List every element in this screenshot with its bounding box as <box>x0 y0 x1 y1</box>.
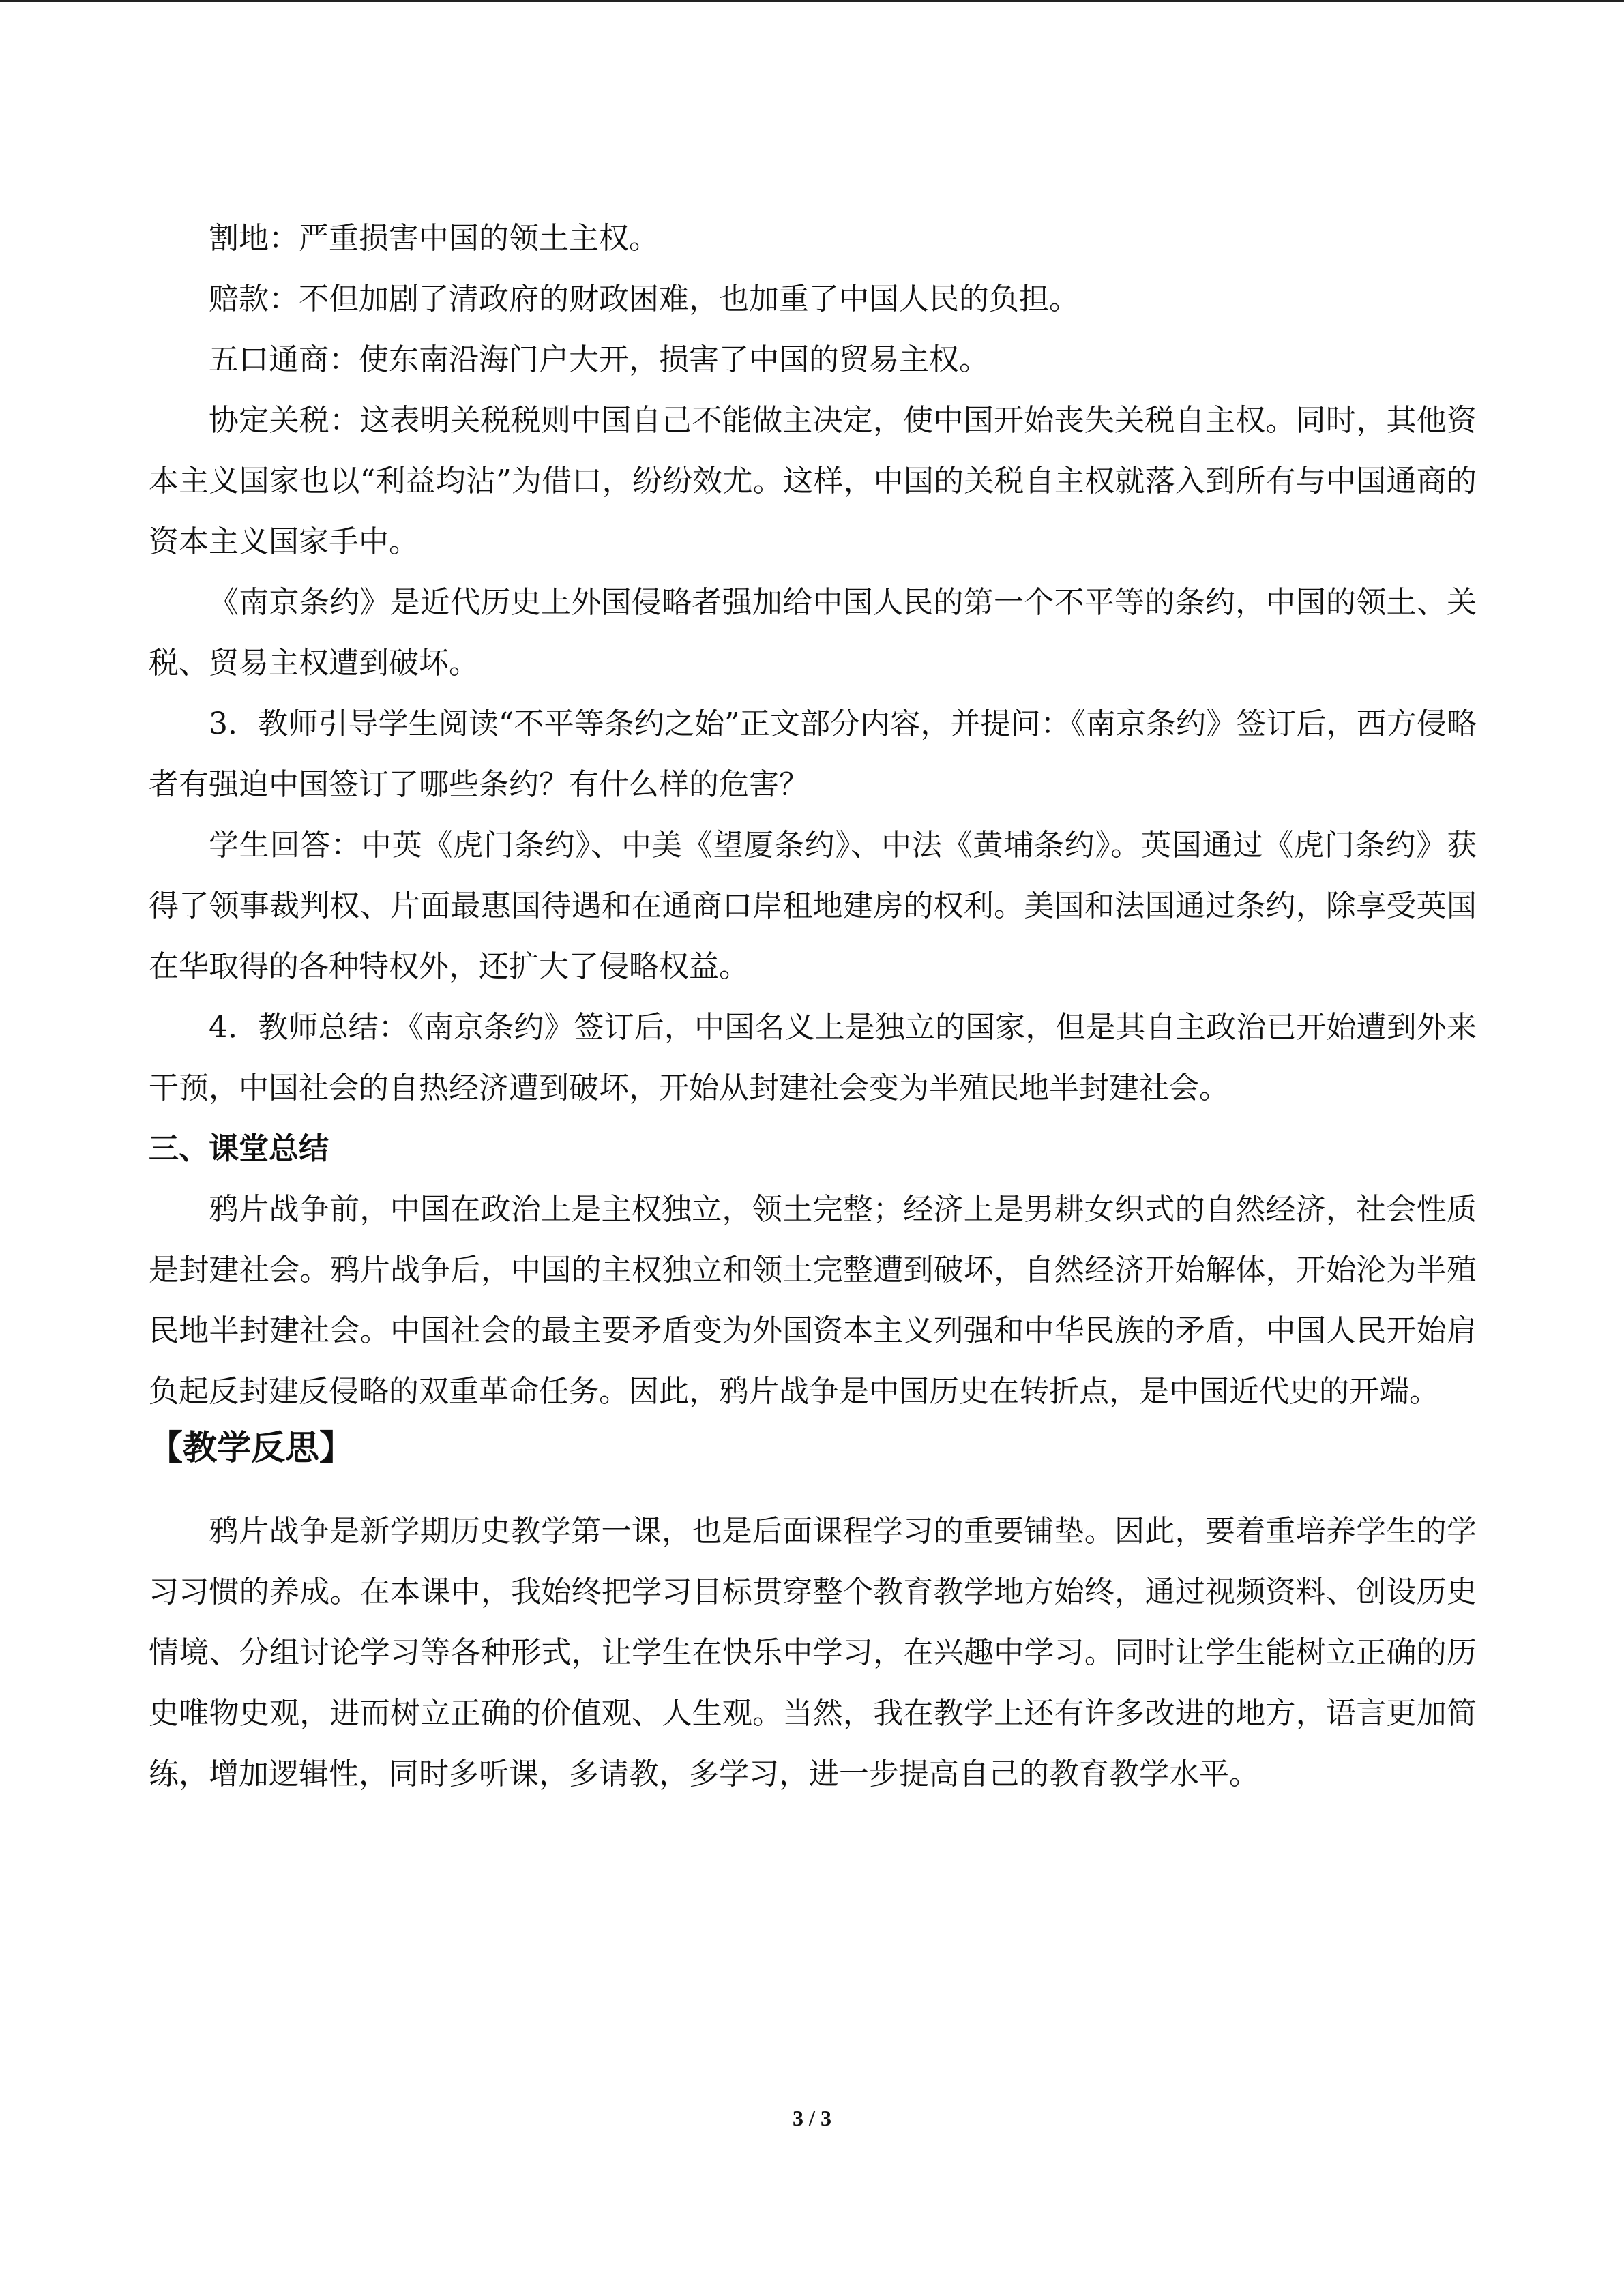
document-body <box>149 208 1477 1804</box>
paragraph-reflection: 鸦片战争是新学期历史教学第一课，也是后面课程学习的重要铺垫。因此，要着重培养学生的学习习惯的养成。在本课中，我始终把学习目标贯穿整个教育教学地方始终，通过视频资料、创设历史情境、分组讨论学习等各种形式，让学生在快乐中学习，在兴趣中学习。同时让学生能树立正确的历史唯物史观，进而树立正确的价值观、人生观。当然，我在教学上还有许多改进的地方，语言更加简练，增加逻辑性，同时多听课，多请教，多学习，进一步提高自己的教育教学水平。 <box>149 1514 1477 1791</box>
paragraph-student-answer: 学生回答：中英《虎门条约》、中美《望厦条约》、中法《黄埔条约》。英国通过《虎门条约》获得了领事裁判权、片面最惠国待遇和在通商口岸租地建房的权利。美国和法国通过条约，除享受英国在华取得的各种特权外，还扩大了侵略权益。 <box>149 828 1477 984</box>
page-number: 3 / 3 <box>793 2106 831 2130</box>
paragraph-teacher-summary: 4．教师总结：《南京条约》签订后，中国名义上是独立的国家，但是其自主政治已开始遭到外来干预，中国社会的自热经济遭到破坏，开始从封建社会变为半殖民地半封建社会。 <box>149 1010 1477 1105</box>
paragraph-teacher-question: 3．教师引导学生阅读“不平等条约之始”正文部分内容，并提问：《南京条约》签订后，西方侵略者有强迫中国签订了哪些条约？有什么样的危害？ <box>149 706 1477 802</box>
paragraph-class-summary: 鸦片战争前，中国在政治上是主权独立，领土完整；经济上是男耕女织式的自然经济，社会性质是封建社会。鸦片战争后，中国的主权独立和领土完整遭到破坏，自然经济开始解体，开始沦为半殖民地半封建社会。中国社会的最主要矛盾变为外国资本主义列强和中华民族的矛盾，中国人民开始肩负起反封建反侵略的双重革命任务。因此，鸦片战争是中国历史在转折点，是中国近代史的开端。 <box>149 1192 1477 1409</box>
paragraph-indemnity: 赔款：不但加剧了清政府的财政困难，也加重了中国人民的负担。 <box>209 282 1079 316</box>
paragraph-cession: 割地：严重损害中国的领土主权。 <box>209 221 659 256</box>
section-heading-class-summary: 三、课堂总结 <box>149 1131 329 1166</box>
paragraph-five-ports: 五口通商：使东南沿海门户大开，损害了中国的贸易主权。 <box>209 342 989 377</box>
page-top-border <box>0 0 1624 2</box>
paragraph-tariff: 协定关税：这表明关税税则中国自己不能做主决定，使中国开始丧失关税自主权。同时，其他资本主义国家也以“利益均沾”为借口，纷纷效尤。这样，中国的关税自主权就落入到所有与中国通商的资本主义国家手中。 <box>149 403 1477 559</box>
paragraph-nanjing-treaty: 《南京条约》是近代历史上外国侵略者强加给中国人民的第一个不平等的条约，中国的领土、关税、贸易主权遭到破坏。 <box>149 585 1477 681</box>
reflection-heading: 【教学反思】 <box>149 1428 353 1467</box>
